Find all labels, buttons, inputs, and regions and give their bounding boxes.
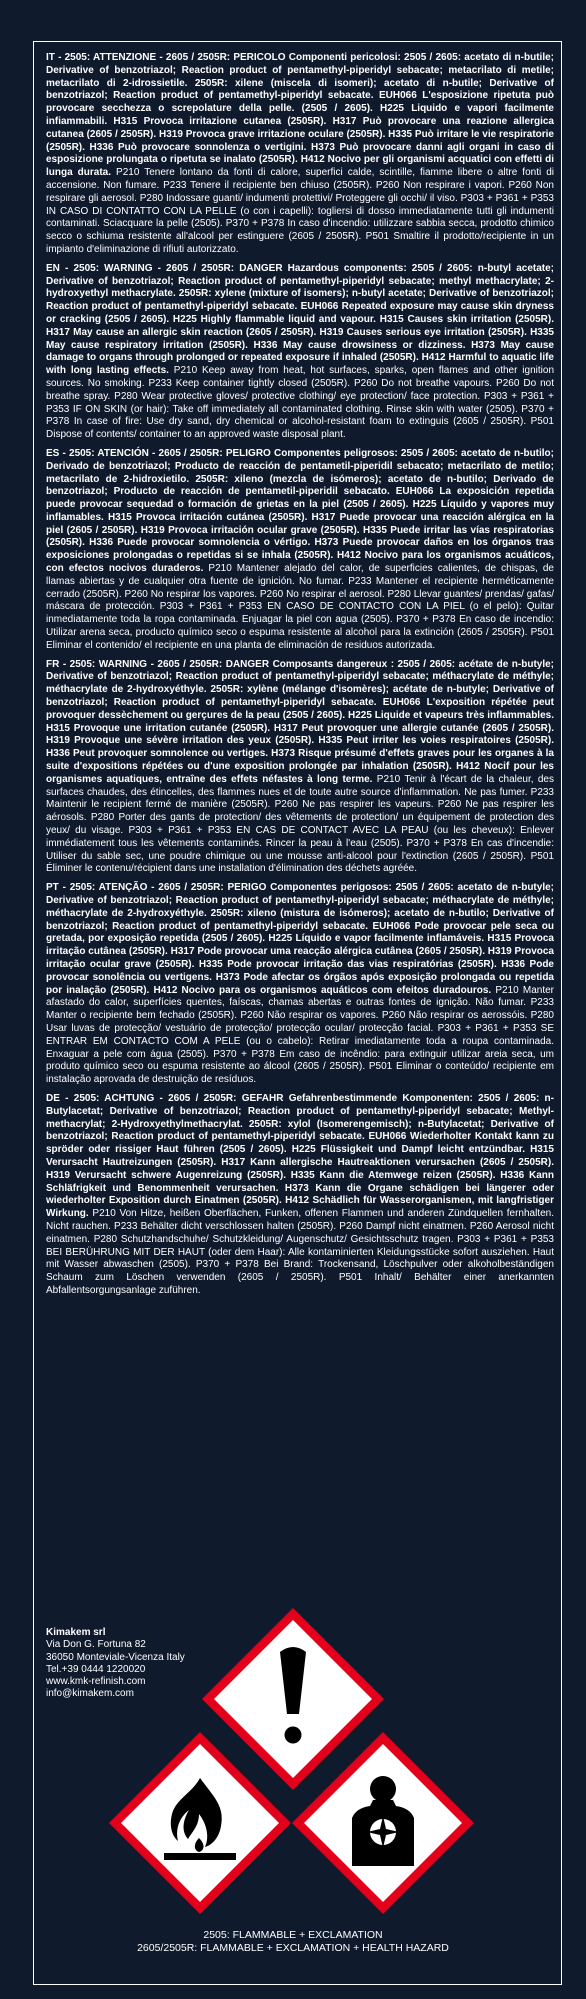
company-address-line1: Via Don G. Fortuna 82 — [46, 1639, 146, 1651]
section-fr-hazards: FR - 2505: WARNING - 2605 / 2505R: DANGER Composants dangereux : 2505 / 2605: acétate de n-butyle; Derivative of benzotriazol; Reaction product of pentamethyl-piperidyl sebacate; méthacrylate de méthyle; méthacrylate de 2-hydroxyéthyle. 2505R: xylène (mélange d'isomères); acétate de n-butyle; Derivative of benzotriazol; Reaction product of pentamethyl-piperidyl sebacate. EUH066 L'exposition répétée peut provoquer dessèchement ou gerçures de la peau (2505 / 2605). H225 Liquide et vapeurs très inflammables. H315 Provoque une irritation cutanée (2505R). H317 Peut provoquer une allergie cutanée (2605 / 2505R). H319 Provoque une sévère irritation des yeux (2505R). H335 Peut irriter les voies respiratoires (2505R). H336 Peut provoquer somnolence ou vertiges. H373 Risque présumé d'effets graves pour les organes à la suite d'expositions répétées ou d'une exposition prolongée par inhalation (2505R). H412 Nocif pour les organismes aquatiques, entraîne des effets néfastes à long terme. — [46, 658, 554, 785]
section-es-hazards: ES - 2505: ATENCIÓN - 2605 / 2505R: PELIGRO Componentes peligrosos: 2505 / 2605: acetato de n-butilo; Derivado de benzotriazol; Producto de reacción de pentametil-piperidil sebacato; metacrilato de metilo; metacrilato de 2-hidroxietilo. 2505R: xileno (mezcla de isómeros); acetato de n-butilo; Derivado de benzotriazol; Producto de reacción de pentametil-piperidil sebacato. EUH066 La exposición repetida puede provocar sequedad o formación de grietas en la piel (2505 / 2605). H225 Líquido y vapores muy inflamables. H315 Provoca irritación cutánea (2505R). H317 Puede provocar una reacción alérgica en la piel (2605 / 2505R). H319 Provoca irritación ocular grave (2505R). H335 Puede irritar las vías respiratorias (2505R). H336 Puede provocar somnolencia o vértigo. H373 Puede provocar daños en los órganos tras exposiciones prolongadas o repetidas si se inhala (2505R). H412 Nocivo para los organismos acuáticos, con efectos nocivos duraderos. — [46, 447, 554, 575]
section-it-hazards: IT - 2505: ATTENZIONE - 2605 / 2505R: PERICOLO Componenti pericolosi: 2505 / 2605: acetato di n-butile; Derivative of benzotriazol; Reaction product of pentamethyl-piperidyl sebacate; metacrilato di metile; metacrilato di 2-idrossietile. 2505R: xilene (miscela di isomeri); acetato di n-butile; Derivative of benzotriazol; Reaction product of pentamethyl-piperidyl sebacate. EUH066 L'esposizione ripetuta può provocare secchezza o screpolature della pelle. (2505 / 2605). H225 Liquido e vapori facilmente infiammabili. H315 Provoca irritazione cutanea (2505R). H317 Può provocare una reazione allergica cutanea (2605 / 2505R). H319 Provoca grave irritazione oculare (2505R). H335 Può irritare le vie respiratorie (2505R). H336 Può provocare sonnolenza o vertigini. H373 Può provocare danni agli organi in caso di esposizione prolungata o ripetuta se inalato (2505R). H412 Nocivo per gli organismi acquatici con effetti di lunga durata. — [46, 52, 554, 179]
company-name: Kimakem srl — [46, 1627, 106, 1638]
section-en-hazards: EN - 2505: WARNING - 2605 / 2505R: DANGER Hazardous components: 2505 / 2605: n-butyl acetate; Derivative of benzotriazol; Reaction product of pentamethyl-piperidyl sebacate; methyl methacrylate; 2-hydroxyethyl methacrylate. 2505R: xylene (mixture of isomers); n-butyl acetate; Derivative of benzotriazol; Reaction product of pentamethyl-piperidyl sebacate. EUH066 Repeated exposure may cause skin dryness or cracking (2505 / 2605). H225 Highly flammable liquid and vapour. H315 Causes skin irritation (2505R). H317 May cause an allergic skin reaction (2605 / 2505R). H319 Causes serious eye irritation (2505R). H335 May cause respiratory irritation (2505R). H336 May cause drowsiness or dizziness. H373 May cause damage to organs through prolonged or repeated exposure if inhaled (2505R). H412 Harmful to aquatic life with long lasting effects. — [46, 262, 554, 377]
section-fr-precautions: P210 Tenir à l'écart de la chaleur, des surfaces chaudes, des étincelles, des flammes nues et de toute autre source d'inflammation. Ne pas fumer. P233 Maintenir le recipient fermé de manière (2505R). P260 Ne pas respirer les vapeurs. P260 Ne pas respirer les aérosols. P280 Porter des gants de protection/ des vêtements de protection/ un équipement de protection des yeux/ du visage. P303 + P361 + P353 EN CAS DE CONTACT AVEC LA PEAU (ou les cheveux): Enlever immédiatement tous les vêtements contaminés. Rincer la peau à l'eau (2505). P370 + P378 En cas d'incendie: Utiliser du sable sec, une poudre chimique ou une mousse anti-alcool pour l'extinction (2605 / 2505R). P501 Éliminer le contenu/récipient dans une installation d'élimination des déchets agréée. — [46, 773, 554, 875]
section-de-precautions: P210 Von Hitze, heißen Oberflächen, Funken, offenen Flammen und anderen Zündquellen fernhalten. Nicht rauchen. P233 Behälter dicht verschlossen halten (2505R). P260 Dampf nicht einatmen. P260 Aerosol nicht einatmen. P280 Schutzhandschuhe/ Schutzkleidung/ Augenschutz/ Gesichtsschutz tragen. P303 + P361 + P353 BEI BERÜHRUNG MIT DER HAUT (oder dem Haar): Alle kontaminierten Kleidungsstücke sofort ausziehen. Haut mit Wasser abwaschen (2505). P370 + P378 Bei Brand: Trockensand, Löschpulver oder alkoholbeständigen Schaum zum Löschen verwenden (2605 / 2505R). P501 Inhalt/ Behälter einer anerkannten Abfallentsorgungsanlage zuführen. — [46, 1208, 554, 1296]
section-en-precautions: P210 Keep away from heat, hot surfaces, sparks, open flames and other ignition sources. No smoking. P233 Keep container tightly closed (2505R). P260 Do not breathe vapours. P260 Do not breathe spray. P280 Wear protective gloves/ protective clothing/ eye protection/ face protection. P303 + P361 + P353 IF ON SKIN (or hair): Take off immediately all contaminated clothing. Rinse skin with water (2505). P370 + P378 In case of fire: Use dry sand, dry chemical or alcohol-resistant foam to extinguis (2605 / 2505R). P501 Dispose of contents/ container to an approved waste disposal plant. — [46, 365, 554, 441]
section-de-hazards: DE - 2505: ACHTUNG - 2605 / 2505R: GEFAHR Gefahrenbestimmende Komponenten: 2505 / 2605: n-Butylacetat; Derivative of benzotriazol; Reaction product of pentamethyl-piperidyl sebacate; Methyl-methacrylat; 2-Hydroxyethylmethacrylat. 2505R: xylol (Isomerengemisch); n-Butylacetat; Derivative of benzotriazol; Reaction product of pentamethyl-piperidyl sebacate. EUH066 Wiederholter Kontakt kann zu spröder oder rissiger Haut führen (2505 / 2605). H225 Flüssigkeit und Dampf leicht entzündbar. H315 Verursacht Hautreizungen (2505R). H317 Kann allergische Hautreaktionen verursachen (2605 / 2505R). H319 Verursacht schwere Augenreizung (2505R). H335 Kann die Atemwege reizen (2505R). H336 Kann Schläfrigkeit und Benommenheit verursachen. H373 Kann die Organe schädigen bei längerer oder wiederholter Exposition durch Einatmen (2505R). H412 Schädlich für Wasserorganismen, mit langfristiger Wirkung. — [46, 1092, 554, 1220]
section-pt-hazards: PT - 2505: ATENÇÃO - 2605 / 2505R: PERIGO Componentes perigosos: 2505 / 2605: acetato de n-butyle; Derivative of benzotriazol; Reaction product of pentamethyl-piperidyl sebacate; méthacrylate de méthyle; méthacrylate de 2-hydroxyéthyle. 2505R: xileno (mistura de isómeros); acetato de n-butilo; Derivative of benzotriazol; Reaction product of pentamethyl-piperidyl sebacate. EUH066 Pode provocar pele seca ou gretada, por exposição repetida (2505 / 2605). H225 Líquido e vapor facilmente inflamáveis. H315 Provoca irritação cutânea (2505R). H317 Pode provocar uma reacção alérgica cutânea (2605 / 2505R). H319 Provoca irritação ocular grave (2505R). H335 Pode provocar irritação das vias respiratórias (2505R). H336 Pode provocar sonolência ou vertigens. H373 Pode afectar os órgãos após exposição prolongada ou repetida por inalação (2505R). H412 Nocivo para os organismos aquáticos com efeitos duradouros. — [46, 882, 554, 996]
footer-line-2605-2505r: 2605/2505R: FLAMMABLE + EXCLAMATION + HEALTH HAZARD — [137, 1942, 449, 1954]
section-es-precautions: P210 Mantener alejado del calor, de superficies calientes, de chispas, de llamas abiertas y de cualquier otra fuente de ignición. No fumar. P233 Mantener el recipiente herméticamente cerrado (2505R). P260 No respirar los vapores. P260 No respirar el aerosol. P280 Llevar guantes/ prendas/ gafas/ máscara de protección. P303 + P361 + P353 EN CASO DE CONTACTO CON LA PIEL (o el pelo): Quitar inmediatamente toda la ropa contaminada. Enjuagar la piel con agua (2505). P370 + P378 En caso de incendio: Utilizar arena seca, producto químico seco o espuma resistente al alcohol para la extinción (2605 / 2505R). P501 Eliminar el contenido/ el recipiente en una planta de eliminación de residuos autorizada. — [46, 563, 554, 651]
footer-pictogram-legend — [40, 1929, 546, 1955]
company-address-line2: 36050 Monteviale-Vicenza Italy — [46, 1651, 185, 1663]
footer-line-2505: 2505: FLAMMABLE + EXCLAMATION — [203, 1929, 383, 1941]
company-website: www.kmk-refinish.com — [46, 1676, 146, 1688]
company-email: info@kimakem.com — [46, 1688, 134, 1700]
company-phone: Tel.+39 0444 1220020 — [46, 1663, 146, 1675]
section-pt-precautions: P210 Manter afastado do calor, superfícies quentes, faíscas, chamas abertas e outras fontes de ignição. Não fumar. P233 Manter o recipiente bem fechado (2505R). P260 Não respirar os vapores. P260 Não respirar os aerossóis. P280 Usar luvas de protecção/ vestuário de protecção/ protecção ocular/ protecção facial. P303 + P361 + P353 SE ENTRAR EM CONTACTO COM A PELE (ou o cabelo): Retirar imediatamente toda a roupa contaminada. Enxaguar a pele com água (2505). P370 + P378 Em caso de incêndio: para extinguir utilizar areia seca, um produto químico seco ou espuma resistente ao álcool (2605 / 2505R). P501 Eliminar o conteúdo/ recipiente em instalação aprovada de destruição de resíduos. — [46, 984, 554, 1086]
section-it-precautions: P210 Tenere lontano da fonti di calore, superfici calde, scintille, fiamme libere o altre fonti di accensione. Non fumare. P233 Tenere il recipiente ben chiuso (2505R). P260 Non respirare i vapori. P260 Non respirare gli aerosol. P280 Indossare guanti/ indumenti protettivi/ Proteggere gli occhi/ il viso. P303 + P361 + P353 IN CASO DI CONTATTO CON LA PELLE (o con i capelli): togliersi di dosso immediatamente tutti gli indumenti contaminati. Sciacquare la pelle (2505). P370 + P378 In caso d'incendio: utilizzare sabbia secca, prodotto chimico secco o schiuma resistente all'alcool per estinguere (2605 / 2505R). P501 Smaltire il prodotto/recipiente in un impianto d'eliminazione di rifiuti autorizzato. — [46, 167, 554, 255]
